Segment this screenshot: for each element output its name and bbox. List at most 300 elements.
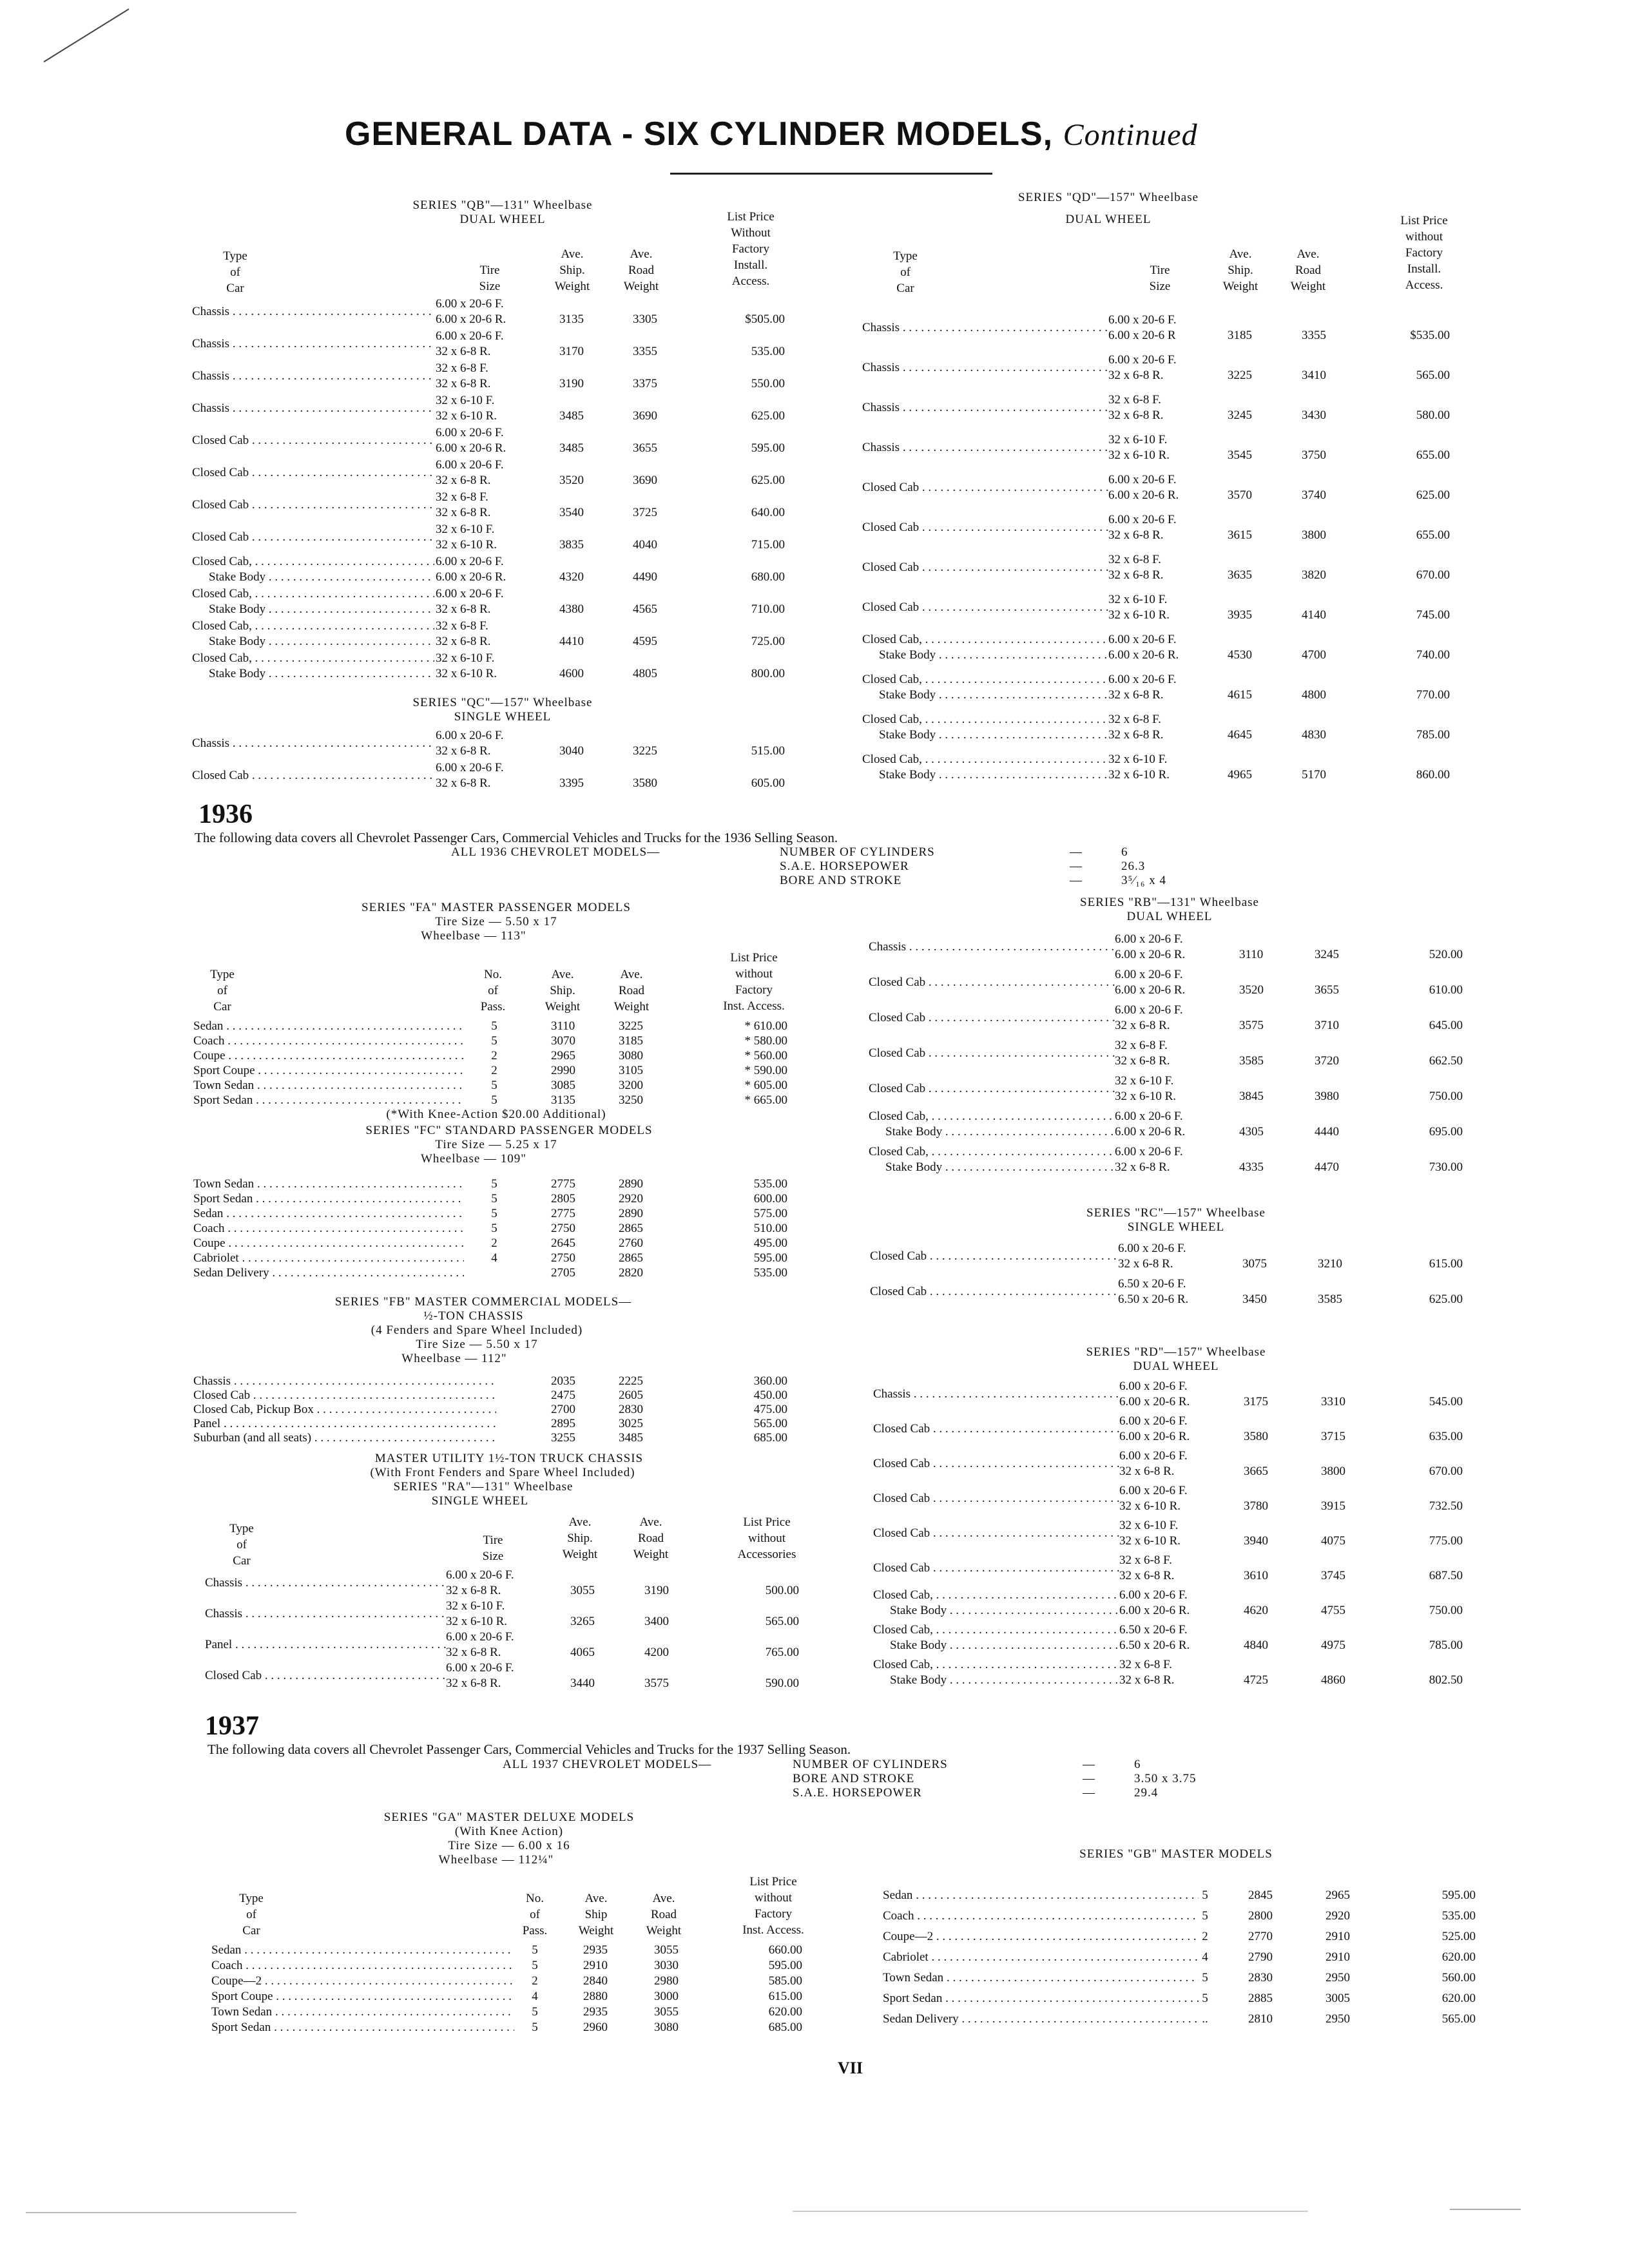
qd-row-ship-weight: 4530 <box>1228 648 1252 662</box>
rb-series-subtitle: DUAL WHEEL <box>1126 910 1213 923</box>
gb-row-ship-weight: 2810 <box>1248 2012 1273 2026</box>
rd-row-tire-front: 6.00 x 20-6 F. <box>1119 1449 1188 1463</box>
qb-row-price: 625.00 <box>751 409 785 423</box>
fa-row-type-label: Town Sedan <box>193 1079 255 1092</box>
rb-row-price: 750.00 <box>1429 1090 1463 1103</box>
qd-table-row <box>0 392 1629 432</box>
rb-row-price: 695.00 <box>1429 1125 1463 1139</box>
qb-row-road-weight: 4565 <box>633 602 657 616</box>
qd-row-tire-rear: 32 x 6-8 R. <box>1108 688 1164 702</box>
rd-row-price: 687.50 <box>1429 1569 1463 1582</box>
ga-header-ship: Ave. Ship Weight <box>578 1892 614 1937</box>
ra-note: (With Front Fenders and Spare Wheel Included) <box>370 1466 635 1479</box>
qb-header-price: List Price Without Factory Install. Access. <box>727 210 775 288</box>
qb-header-type: Type of Car <box>223 249 247 295</box>
qd-row-tire-front: 6.00 x 20-6 F. <box>1108 473 1177 486</box>
gb-row-passengers: 5 <box>1202 1909 1208 1923</box>
qb-header-ship: Ave. Ship. Weight <box>554 247 590 293</box>
rd-row-ship-weight: 3580 <box>1244 1430 1268 1443</box>
fc-row-passengers: 4 <box>491 1251 497 1265</box>
fb-row-road-weight: 2605 <box>619 1389 643 1402</box>
qb-row-tire-front: 6.00 x 20-6 F. <box>436 329 504 343</box>
qd-row-type2 <box>879 727 1108 743</box>
ra-header-road: Ave. Road Weight <box>633 1515 669 1561</box>
ra-row-tire-front: 6.00 x 20-6 F. <box>446 1568 514 1582</box>
qd-row-type <box>862 360 1108 376</box>
qc-row-type-label: Chassis <box>192 736 230 750</box>
qd-row-tire-rear: 32 x 6-10 R. <box>1108 608 1170 622</box>
rd-row-road-weight: 3715 <box>1321 1430 1345 1443</box>
gb-table-row <box>0 2012 1629 2032</box>
qc-row-road-weight: 3580 <box>633 776 657 790</box>
rb-row-ship-weight: 4305 <box>1239 1125 1264 1139</box>
rb-row-road-weight: 4440 <box>1315 1125 1339 1139</box>
rd-row-ship-weight: 4620 <box>1244 1604 1268 1617</box>
rb-row-type <box>869 1109 1115 1124</box>
qb-row-price: 800.00 <box>751 667 785 680</box>
qd-header-tire: Tire Size <box>1149 264 1171 293</box>
qd-header-type: Type of Car <box>893 249 918 295</box>
rc-table-row <box>0 1276 1629 1312</box>
fc-row-type-label: Coupe <box>193 1236 226 1250</box>
rd-row-tire-front: 6.00 x 20-6 F. <box>1119 1484 1188 1497</box>
qb-row-type-label: Closed Cab <box>192 434 249 447</box>
ra-row-price: 590.00 <box>765 1677 799 1690</box>
spec-value: 29.4 <box>1134 1786 1159 1800</box>
ra-row-type-label: Panel <box>205 1638 233 1651</box>
fa-row-price: * 610.00 <box>744 1019 787 1033</box>
qd-row-tire-rear: 32 x 6-10 R. <box>1108 768 1170 782</box>
qb-row-road-weight: 4040 <box>633 538 657 552</box>
rb-row-road-weight: 3720 <box>1315 1054 1339 1068</box>
rb-row-ship-weight: 3845 <box>1239 1090 1264 1103</box>
rb-row-ship-weight: 3520 <box>1239 983 1264 997</box>
fc-row-road-weight: 2890 <box>619 1207 643 1220</box>
ra-row-tire-rear: 32 x 6-8 R. <box>446 1584 501 1597</box>
qb-row-tire-front: 6.00 x 20-6 F. <box>436 587 504 601</box>
ga-tire-size: Tire Size — 6.00 x 16 <box>448 1839 570 1852</box>
fc-row-type <box>193 1206 464 1222</box>
rc-series-subtitle: SINGLE WHEEL <box>1127 1220 1225 1234</box>
rd-row-tire-front: 32 x 6-10 F. <box>1119 1519 1179 1532</box>
qd-row-type <box>862 712 1108 727</box>
qd-row-type-label: Chassis <box>862 401 900 414</box>
rd-row-price: 635.00 <box>1429 1430 1463 1443</box>
qb-row-tire-front: 32 x 6-10 F. <box>436 394 495 407</box>
qd-row-tire-front: 6.00 x 20-6 F. <box>1108 673 1177 686</box>
fc-row-ship-weight: 2645 <box>551 1236 575 1250</box>
fc-row-price: 600.00 <box>753 1192 787 1206</box>
qd-row-price: $535.00 <box>1410 329 1450 342</box>
fa-tire-size: Tire Size — 5.50 x 17 <box>435 915 557 928</box>
rd-row-type2 <box>890 1603 1119 1619</box>
rc-row-type-label: Closed Cab <box>870 1249 927 1263</box>
gb-row-passengers: 5 <box>1202 1971 1208 1984</box>
qc-row-price: 515.00 <box>751 744 785 758</box>
qb-row-road-weight: 4595 <box>633 635 657 648</box>
rb-row-price: 520.00 <box>1429 948 1463 961</box>
fc-row-ship-weight: 2705 <box>551 1266 575 1280</box>
gb-row-type <box>883 1888 1199 1903</box>
rc-row-road-weight: 3585 <box>1318 1293 1342 1306</box>
qc-row-tire-rear: 32 x 6-8 R. <box>436 776 491 790</box>
rb-table-row <box>0 1109 1629 1144</box>
fa-row-type-label: Coach <box>193 1034 225 1048</box>
rd-table-row <box>0 1657 1629 1692</box>
fa-row-passengers: 5 <box>491 1019 497 1033</box>
qd-row-type2 <box>879 648 1108 663</box>
qb-row-price: 595.00 <box>751 441 785 455</box>
rd-row-tire-rear: 32 x 6-10 R. <box>1119 1499 1181 1513</box>
rb-row-tire-front: 6.00 x 20-6 F. <box>1115 1003 1183 1017</box>
qb-row-ship-weight: 4320 <box>559 570 584 584</box>
rb-row-road-weight: 3980 <box>1315 1090 1339 1103</box>
rb-row-type2-label: Stake Body <box>885 1160 943 1174</box>
qd-header-ship: Ave. Ship. Weight <box>1222 247 1258 293</box>
rd-row-ship-weight: 3665 <box>1244 1465 1268 1478</box>
qb-row-tire-front: 32 x 6-10 F. <box>436 651 495 665</box>
scan-artifact-line <box>1450 2209 1521 2210</box>
fa-row-price: * 590.00 <box>744 1064 787 1077</box>
gb-row-passengers: 2 <box>1202 1930 1208 1943</box>
ga-row-price: 660.00 <box>768 1943 802 1957</box>
spec-dash: — <box>1083 1786 1095 1800</box>
fc-row-passengers: 5 <box>491 1177 497 1191</box>
qd-row-tire-front: 32 x 6-10 F. <box>1108 593 1168 606</box>
gb-table-row <box>0 1888 1629 1908</box>
rb-table-row <box>0 1038 1629 1073</box>
ga-row-passengers: 4 <box>532 1990 538 2003</box>
rb-table-row <box>0 1073 1629 1109</box>
rd-row-road-weight: 3800 <box>1321 1465 1345 1478</box>
ga-row-type-label: Sedan <box>211 1943 242 1957</box>
fc-row-passengers: 5 <box>491 1192 497 1206</box>
qd-row-ship-weight: 3545 <box>1228 448 1252 462</box>
qd-row-road-weight: 3750 <box>1302 448 1326 462</box>
rc-row-tire-rear: 32 x 6-8 R. <box>1118 1257 1173 1271</box>
rb-row-type-label: Closed Cab <box>869 1011 926 1024</box>
ga-header-pass: No. of Pass. <box>522 1892 548 1937</box>
gb-row-ship-weight: 2790 <box>1248 1950 1273 1964</box>
rd-row-road-weight: 4075 <box>1321 1534 1345 1548</box>
rc-row-tire-front: 6.50 x 20-6 F. <box>1118 1277 1186 1291</box>
fb-row-type-label: Chassis <box>193 1374 231 1388</box>
rb-row-road-weight: 3710 <box>1315 1019 1339 1032</box>
gb-row-road-weight: 2950 <box>1325 1971 1350 1984</box>
rd-row-ship-weight: 3610 <box>1244 1569 1268 1582</box>
qb-row-type-label: Closed Cab, <box>192 587 252 601</box>
qd-row-type <box>862 752 1108 767</box>
rb-row-type <box>869 1081 1115 1097</box>
ra-row-tire-front: 32 x 6-10 F. <box>446 1599 505 1613</box>
rc-table-row <box>0 1241 1629 1276</box>
rd-row-price: 732.50 <box>1429 1499 1463 1513</box>
rb-row-type <box>869 1046 1115 1061</box>
ga-header-type: Type of Car <box>239 1892 264 1937</box>
qd-row-price: 740.00 <box>1416 648 1450 662</box>
rd-row-type <box>873 1561 1119 1576</box>
fc-row-ship-weight: 2775 <box>551 1177 575 1191</box>
ra-row-price: 500.00 <box>765 1584 799 1597</box>
gb-table-row <box>0 1970 1629 1991</box>
qd-row-price: 860.00 <box>1416 768 1450 782</box>
ra-row-road-weight: 4200 <box>644 1646 669 1659</box>
fa-row-ship-weight: 3070 <box>551 1034 575 1048</box>
spec-value: 26.3 <box>1121 860 1146 873</box>
qd-row-road-weight: 4800 <box>1302 688 1326 702</box>
rd-row-price: 750.00 <box>1429 1604 1463 1617</box>
gb-row-ship-weight: 2800 <box>1248 1909 1273 1923</box>
qd-table-row <box>0 312 1629 352</box>
qd-row-tire-rear: 6.00 x 20-6 R. <box>1108 488 1179 502</box>
rc-row-type <box>870 1284 1118 1300</box>
qb-row-type-label: Closed Cab <box>192 466 249 479</box>
y1936-all-models: ALL 1936 CHEVROLET MODELS— <box>451 845 660 859</box>
qb-row-tire-rear: 32 x 6-8 R. <box>436 635 491 648</box>
fa-wheelbase: Wheelbase — 113" <box>421 929 526 943</box>
fa-header-type: Type of Car <box>210 968 235 1014</box>
qb-row-tire-rear: 6.00 x 20-6 R. <box>436 441 506 455</box>
fc-row-passengers: 5 <box>491 1207 497 1220</box>
qb-row-tire-front: 6.00 x 20-6 F. <box>436 297 504 311</box>
fb-row-type-label: Closed Cab <box>193 1389 251 1402</box>
gb-row-type <box>883 1908 1199 1924</box>
ra-row-tire-rear: 32 x 6-10 R. <box>446 1615 507 1628</box>
qb-row-tire-front: 6.00 x 20-6 F. <box>436 555 504 568</box>
qb-row-tire-rear: 32 x 6-8 R. <box>436 345 491 358</box>
ra-series-title: SERIES "RA"—131" Wheelbase <box>393 1480 574 1494</box>
qb-row-road-weight: 4805 <box>633 667 657 680</box>
qd-row-tire-front: 32 x 6-10 F. <box>1108 433 1168 447</box>
fa-row-road-weight: 3200 <box>619 1079 643 1092</box>
rd-row-ship-weight: 3780 <box>1244 1499 1268 1513</box>
qd-row-type-label: Closed Cab, <box>862 713 922 726</box>
fa-row-ship-weight: 2990 <box>551 1064 575 1077</box>
rd-row-type <box>873 1421 1119 1437</box>
fc-series-title: SERIES "FC" STANDARD PASSENGER MODELS <box>365 1124 653 1137</box>
spec-value: 3.50 x 3.75 <box>1134 1772 1197 1785</box>
qb-row-tire-rear: 6.00 x 20-6 R. <box>436 570 506 584</box>
qb-row-type-label: Chassis <box>192 401 230 415</box>
gb-row-price: 560.00 <box>1441 1971 1476 1984</box>
qd-row-road-weight: 4140 <box>1302 608 1326 622</box>
qb-row-price: 535.00 <box>751 345 785 358</box>
qd-row-tire-rear: 32 x 6-8 R. <box>1108 528 1164 542</box>
qb-row-ship-weight: 4600 <box>559 667 584 680</box>
rb-row-price: 645.00 <box>1429 1019 1463 1032</box>
spec-label: NUMBER OF CYLINDERS <box>780 845 935 859</box>
fa-row-type-label: Sedan <box>193 1019 224 1033</box>
gb-row-price: 620.00 <box>1441 1992 1476 2005</box>
page-title-main: GENERAL DATA - SIX CYLINDER MODELS, <box>345 115 1054 153</box>
fb-row-ship-weight: 2895 <box>551 1417 575 1430</box>
qd-row-tire-rear: 32 x 6-8 R. <box>1108 369 1164 382</box>
rb-row-type-label: Chassis <box>869 940 907 954</box>
ga-row-road-weight: 3000 <box>654 1990 679 2003</box>
rd-series-subtitle: DUAL WHEEL <box>1133 1360 1219 1373</box>
rc-row-price: 615.00 <box>1429 1257 1463 1271</box>
ga-row-ship-weight: 2840 <box>583 1974 608 1988</box>
fc-row-road-weight: 2865 <box>619 1222 643 1235</box>
qb-row-tire-front: 32 x 6-10 F. <box>436 523 495 536</box>
qd-table-row <box>0 712 1629 752</box>
qb-row-type-label: Closed Cab <box>192 530 249 544</box>
rd-row-tire-front: 32 x 6-8 F. <box>1119 1553 1172 1567</box>
ra-row-tire-rear: 32 x 6-8 R. <box>446 1646 501 1659</box>
qd-row-type <box>862 520 1108 535</box>
qd-row-tire-rear: 6.00 x 20-6 R. <box>1108 648 1179 662</box>
gb-table-row <box>0 1908 1629 1929</box>
qd-row-type2 <box>879 687 1108 703</box>
qd-row-tire-front: 32 x 6-8 F. <box>1108 713 1161 726</box>
gb-row-price: 535.00 <box>1441 1909 1476 1923</box>
qd-row-type2-label: Stake Body <box>879 768 936 782</box>
qd-series-subtitle: DUAL WHEEL <box>1065 213 1152 226</box>
ga-row-road-weight: 2980 <box>654 1974 679 1988</box>
gb-row-ship-weight: 2885 <box>1248 1992 1273 2005</box>
rd-row-ship-weight: 3175 <box>1244 1395 1268 1408</box>
fc-row-price: 595.00 <box>753 1251 787 1265</box>
qd-row-type-label: Chassis <box>862 361 900 374</box>
rb-row-type <box>869 939 1115 955</box>
qd-series-title: SERIES "QD"—157" Wheelbase <box>1017 191 1199 204</box>
fc-row-price: 495.00 <box>753 1236 787 1250</box>
qb-row-tire-rear: 32 x 6-10 R. <box>436 667 497 680</box>
scan-artifact-line <box>793 2211 1308 2212</box>
qb-row-road-weight: 3375 <box>633 377 657 390</box>
ga-row-price: 685.00 <box>768 2021 802 2034</box>
rd-row-type <box>873 1588 1119 1603</box>
ra-row-ship-weight: 3265 <box>570 1615 595 1628</box>
qb-row-ship-weight: 4410 <box>559 635 584 648</box>
qd-row-ship-weight: 3615 <box>1228 528 1252 542</box>
qd-row-type2-label: Stake Body <box>879 728 936 742</box>
gb-row-price: 565.00 <box>1441 2012 1476 2026</box>
fa-row-road-weight: 3105 <box>619 1064 643 1077</box>
rd-row-tire-front: 6.00 x 20-6 F. <box>1119 1588 1188 1602</box>
rc-row-tire-rear: 6.50 x 20-6 R. <box>1118 1293 1189 1306</box>
qd-row-type <box>862 632 1108 648</box>
fc-row-ship-weight: 2805 <box>551 1192 575 1206</box>
qb-row-type2-label: Stake Body <box>209 570 266 584</box>
qb-row-tire-front: 32 x 6-8 F. <box>436 361 488 375</box>
rd-row-ship-weight: 4840 <box>1244 1639 1268 1652</box>
qb-row-road-weight: 3355 <box>633 345 657 358</box>
qd-row-type-label: Closed Cab <box>862 561 920 574</box>
ra-row-tire-front: 6.00 x 20-6 F. <box>446 1661 514 1675</box>
qd-row-road-weight: 4700 <box>1302 648 1326 662</box>
spec-label: S.A.E. HORSEPOWER <box>793 1786 922 1800</box>
fa-header-pass: No. of Pass. <box>480 968 506 1014</box>
rb-row-road-weight: 3245 <box>1315 948 1339 961</box>
fc-row-road-weight: 2820 <box>619 1266 643 1280</box>
rd-row-tire-front: 6.00 x 20-6 F. <box>1119 1379 1188 1393</box>
qb-row-ship-weight: 3485 <box>559 441 584 455</box>
rd-row-road-weight: 3745 <box>1321 1569 1345 1582</box>
qb-row-road-weight: 3305 <box>633 312 657 326</box>
gb-row-type-label: Town Sedan <box>883 1971 944 1984</box>
qd-row-ship-weight: 3245 <box>1228 408 1252 422</box>
rb-row-tire-rear: 32 x 6-8 R. <box>1115 1160 1170 1174</box>
qd-row-tire-front: 6.00 x 20-6 F. <box>1108 353 1177 367</box>
ga-row-price: 595.00 <box>768 1959 802 1972</box>
ra-row-tire-front: 6.00 x 20-6 F. <box>446 1630 514 1644</box>
qd-row-type2-label: Stake Body <box>879 688 936 702</box>
rb-row-type-label: Closed Cab, <box>869 1110 929 1123</box>
fc-row-type-label: Sport Sedan <box>193 1192 253 1206</box>
rd-row-tire-rear: 6.00 x 20-6 R. <box>1119 1604 1190 1617</box>
fc-tire-size: Tire Size — 5.25 x 17 <box>435 1138 557 1151</box>
rb-row-road-weight: 4470 <box>1315 1160 1339 1174</box>
rd-row-price: 545.00 <box>1429 1395 1463 1408</box>
rd-table-row <box>0 1448 1629 1483</box>
rd-row-price: 775.00 <box>1429 1534 1463 1548</box>
qd-table-row <box>0 552 1629 592</box>
rb-row-ship-weight: 4335 <box>1239 1160 1264 1174</box>
qd-table-row <box>0 752 1629 792</box>
qd-row-road-weight: 3410 <box>1302 369 1326 382</box>
qb-row-ship-weight: 4380 <box>559 602 584 616</box>
fb-series-title: SERIES "FB" MASTER COMMERCIAL MODELS— <box>334 1295 632 1309</box>
spec-label: S.A.E. HORSEPOWER <box>780 860 909 873</box>
qb-row-tire-rear: 6.00 x 20-6 R. <box>436 312 506 326</box>
fc-row-road-weight: 2890 <box>619 1177 643 1191</box>
qb-row-type-label: Closed Cab, <box>192 619 252 633</box>
gb-table-row <box>0 1991 1629 2012</box>
qd-row-road-weight: 3800 <box>1302 528 1326 542</box>
qd-row-type <box>862 320 1108 336</box>
rb-row-type-label: Closed Cab <box>869 975 926 989</box>
rb-table-row <box>0 967 1629 1003</box>
qd-row-type-label: Closed Cab <box>862 481 920 494</box>
qd-row-type-label: Chassis <box>862 441 900 454</box>
gb-row-type <box>883 2012 1199 2027</box>
rb-table-row <box>0 1144 1629 1180</box>
fb-row-type-label: Suburban (and all seats) <box>193 1431 312 1445</box>
fb-row-road-weight: 2830 <box>619 1403 643 1416</box>
gb-row-type <box>883 1929 1199 1945</box>
rd-row-type <box>873 1387 1119 1402</box>
title-rule <box>670 173 992 175</box>
fc-row-road-weight: 2920 <box>619 1192 643 1206</box>
fc-row-price: 535.00 <box>753 1177 787 1191</box>
fa-row-passengers: 2 <box>491 1064 497 1077</box>
rb-row-tire-front: 32 x 6-10 F. <box>1115 1074 1174 1088</box>
fb-row-price: 565.00 <box>753 1417 787 1430</box>
gb-row-passengers: 5 <box>1202 1992 1208 2005</box>
qd-row-tire-front: 32 x 6-8 F. <box>1108 553 1161 566</box>
qc-series-subtitle: SINGLE WHEEL <box>454 710 552 724</box>
fc-row-price: 510.00 <box>753 1222 787 1235</box>
rb-row-tire-rear: 6.00 x 20-6 R. <box>1115 948 1186 961</box>
ga-row-road-weight: 3055 <box>654 2005 679 2019</box>
qd-row-price: 580.00 <box>1416 408 1450 422</box>
qd-table-row <box>0 672 1629 712</box>
rc-row-type <box>870 1249 1118 1264</box>
qd-row-road-weight: 3740 <box>1302 488 1326 502</box>
fa-row-price: * 580.00 <box>744 1034 787 1048</box>
ga-wheelbase: Wheelbase — 112¼" <box>438 1853 554 1867</box>
rd-row-road-weight: 4860 <box>1321 1673 1345 1687</box>
fb-row-road-weight: 2225 <box>619 1374 643 1388</box>
qd-row-tire-rear: 32 x 6-10 R. <box>1108 448 1170 462</box>
spec-label: BORE AND STROKE <box>780 874 902 887</box>
qd-row-type-label: Closed Cab, <box>862 673 922 686</box>
rb-row-tire-rear: 6.00 x 20-6 R. <box>1115 1125 1186 1139</box>
rc-row-type-label: Closed Cab <box>870 1285 927 1298</box>
rd-row-type-label: Closed Cab, <box>873 1623 933 1637</box>
rc-row-price: 625.00 <box>1429 1293 1463 1306</box>
